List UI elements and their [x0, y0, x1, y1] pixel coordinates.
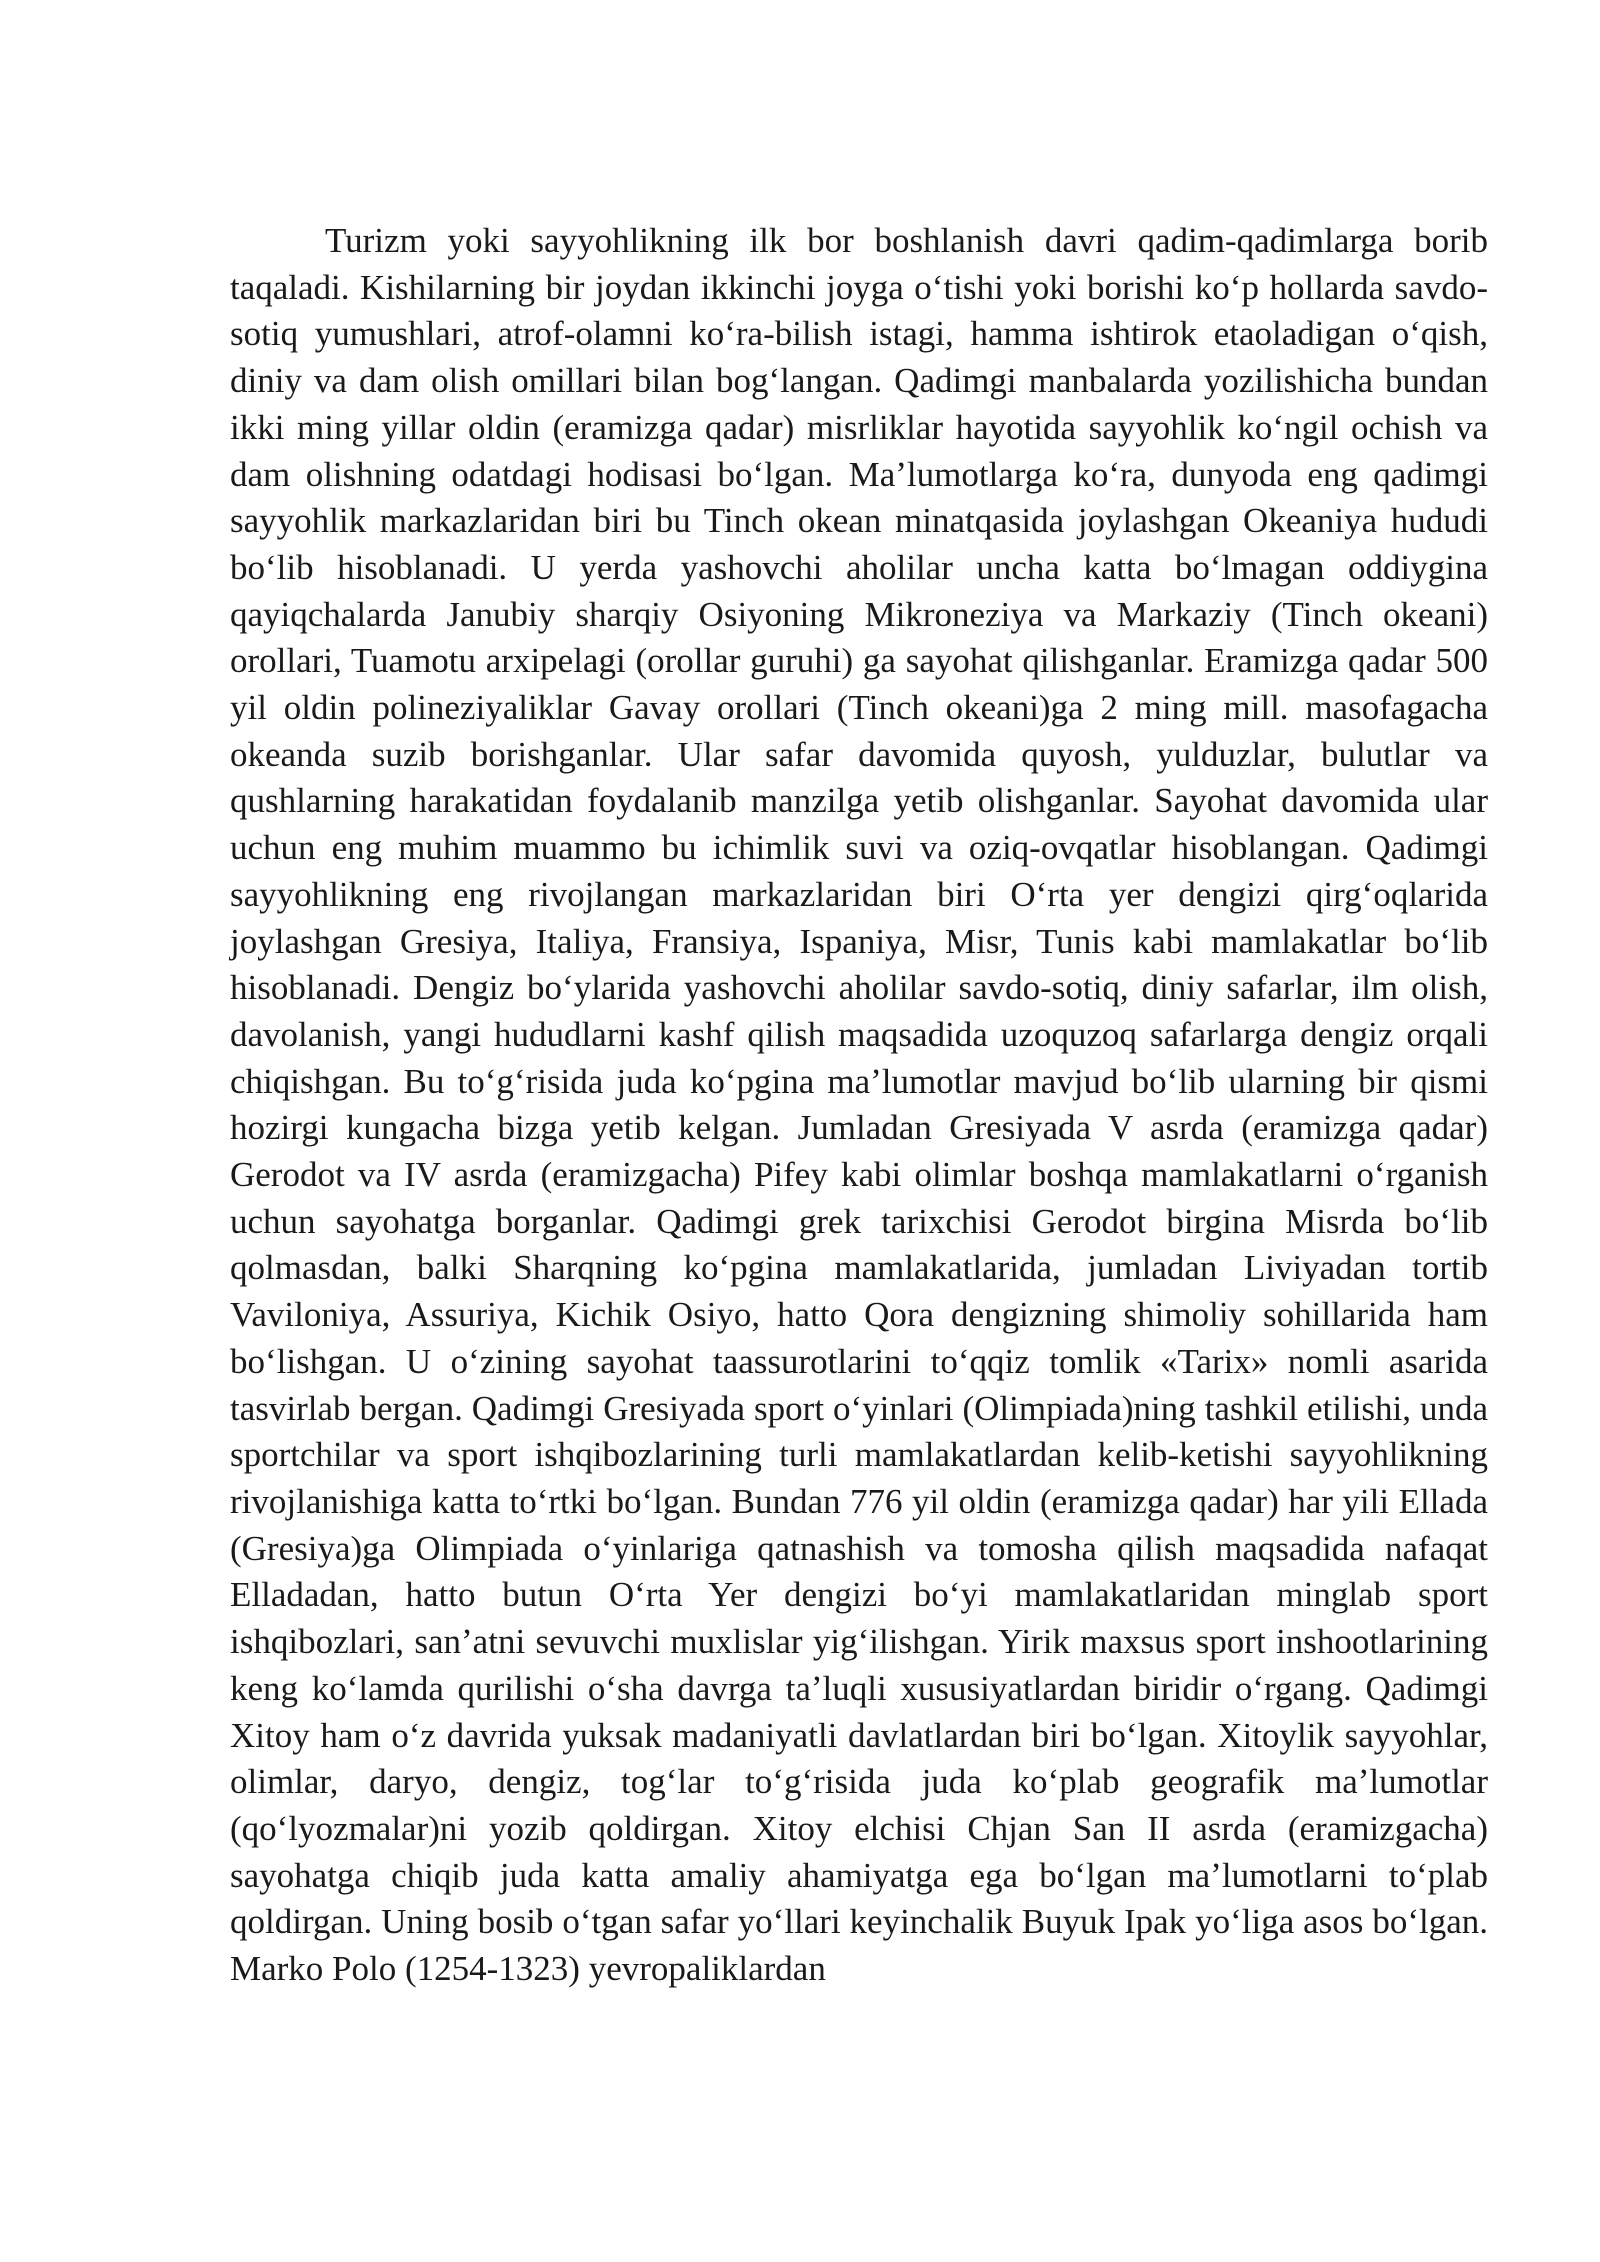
body-paragraph: Turizm yoki sayyohlikning ilk bor boshlanish davri qadim-qadimlarga borib taqaladi. Kishilarning bir joydan ikkinchi joyga oʻtishi yoki borishi koʻp hollarda savdo-sotiq yumushlari, atrof-olamni koʻra-bilish istagi, hamma ishtirok etaoladigan oʻqish, diniy va dam olish omillari bilan bogʻlangan. Qadimgi manbalarda yozilishicha bundan ikki ming yillar oldin (eramizga qadar) misrliklar hayotida sayyohlik koʻngil ochish va dam olishning odatdagi hodisasi boʻlgan. Maʼlumotlarga koʻra, dunyoda eng qadimgi sayyohlik markazlaridan biri bu Tinch okean minatqasida joylashgan Okeaniya hududi boʻlib hisoblanadi. U yerda yashovchi aholilar uncha katta boʻlmagan oddiygina qayiqchalarda Janubiy sharqiy Osiyoning Mikroneziya va Markaziy (Tinch okeani) orollari, Tuamotu arxipelagi (orollar guruhi) ga sayohat qilishganlar. Eramizga qadar 500 yil oldin polineziyaliklar Gavay orollari (Tinch okeani)ga 2 ming mill. masofagacha okeanda suzib borishganlar. Ular safar davomida quyosh, yulduzlar, bulutlar va qushlarning harakatidan foydalanib manzilga yetib olishganlar. Sayohat davomida ular uchun eng muhim muammo bu ichimlik suvi va oziq-ovqatlar hisoblangan. Qadimgi sayyohlikning eng rivojlangan markazlaridan biri Oʻrta yer dengizi qirgʻoqlarida joylashgan Gresiya, Italiya, Fransiya, Ispaniya, Misr, Tunis kabi mamlakatlar boʻlib hisoblanadi. Dengiz boʻylarida yashovchi aholilar savdo-sotiq, diniy safarlar, ilm olish, davolanish, yangi hududlarni kashf qilish maqsadida uzoquzoq safarlarga dengiz orqali chiqishgan. Bu toʻgʻrisida juda koʻpgina maʼlumotlar mavjud boʻlib ularning bir qismi hozirgi kungacha bizga yetib kelgan. Jumladan Gresiyada V asrda (eramizga qadar) Gerodot va IV asrda (eramizgacha) Pifey kabi olimlar boshqa mamlakatlarni oʻrganish uchun sayohatga borganlar. Qadimgi grek tarixchisi Gerodot birgina Misrda boʻlib qolmasdan, balki Sharqning koʻpgina mamlakatlarida, jumladan Liviyadan tortib Vaviloniya, Assuriya, Kichik Osiyo, hatto Qora dengizning shimoliy sohillarida ham boʻlishgan. U oʻzining sayohat taassurotlarini toʻqqiz tomlik «Tarix» nomli asarida tasvirlab bergan. Qadimgi Gresiyada sport oʻyinlari (Olimpiada)ning tashkil etilishi, unda sportchilar va sport ishqibozlarining turli mamlakatlardan kelib-ketishi sayyohlikning rivojlanishiga katta toʻrtki boʻlgan. Bundan 776 yil oldin (eramizga qadar) har yili Ellada (Gresiya)ga Olimpiada oʻyinlariga qatnashish va tomosha qilish maqsadida nafaqat Elladadan, hatto butun Oʻrta Yer dengizi boʻyi mamlakatlaridan minglab sport ishqibozlari, sanʼatni sevuvchi muxlislar yigʻilishgan. Yirik maxsus sport inshootlarining keng koʻlamda qurilishi oʻsha davrga taʼluqli xususiyatlardan biridir oʻrgang. Qadimgi Xitoy ham oʻz davrida yuksak madaniyatli davlatlardan biri boʻlgan. Xitoylik sayyohlar, olimlar, daryo, dengiz, togʻlar toʻgʻrisida juda koʻplab geografik maʼlumotlar (qoʻlyozmalar)ni yozib qoldirgan. Xitoy elchisi Chjan San II asrda (eramizgacha) sayohatga chiqib juda katta amaliy ahamiyatga ega boʻlgan maʼlumotlarni toʻplab qoldirgan. Uning bosib oʻtgan safar yoʻllari keyinchalik Buyuk Ipak yoʻliga asos boʻlgan. Marko Polo (1254-1323) yevropaliklardan	[230, 221, 1488, 1989]
